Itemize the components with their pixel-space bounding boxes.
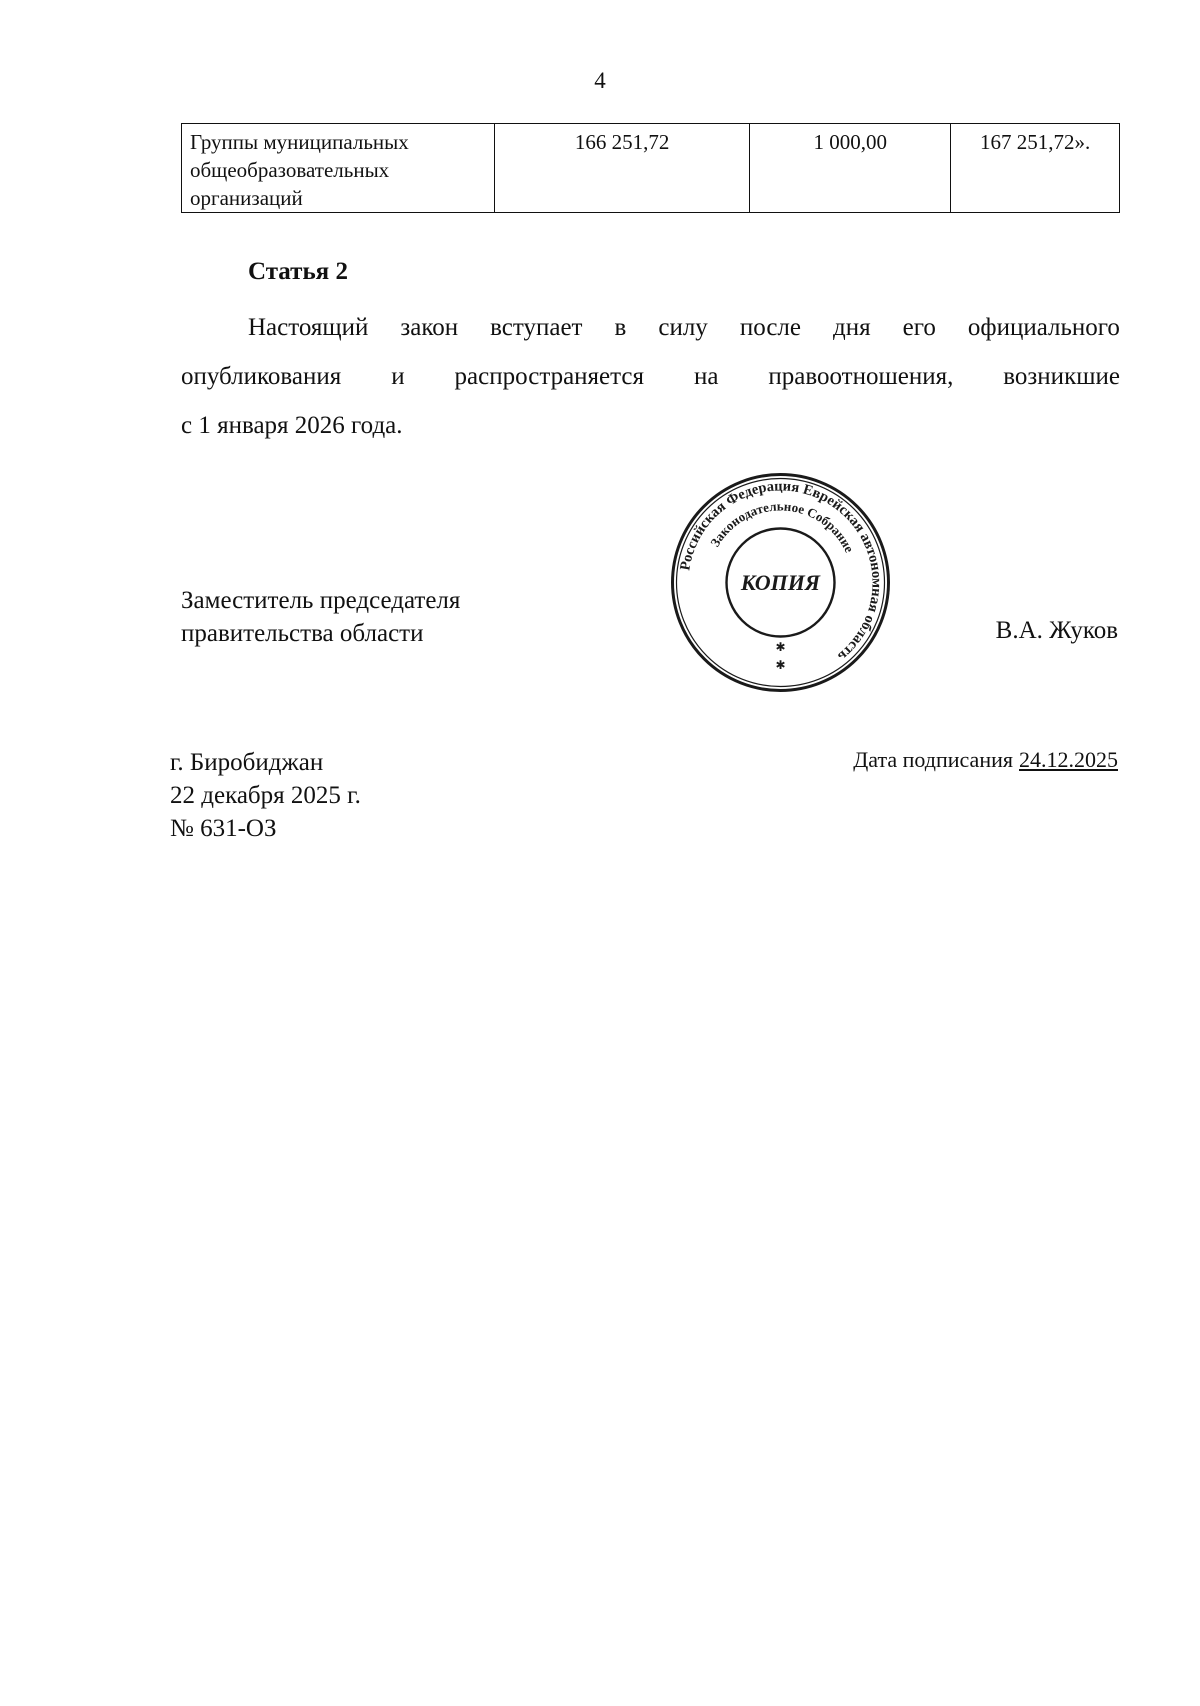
article-word: его xyxy=(902,314,936,341)
article-word: вступает xyxy=(490,314,583,341)
article-word: на xyxy=(693,363,719,390)
table-cell-value-2: 1 000,00 xyxy=(750,124,951,213)
article-line xyxy=(181,352,1120,401)
article-word: дня xyxy=(833,314,871,341)
stamp-inner-text: Законодательное Собрание xyxy=(707,498,858,555)
signer-name: В.А. Жуков xyxy=(995,617,1118,644)
article-line xyxy=(181,401,1120,450)
place-date-number-block xyxy=(170,746,361,845)
article-title: Статья 2 xyxy=(248,258,348,285)
article-word: с 1 января 2026 года. xyxy=(181,412,403,439)
signing-date xyxy=(853,747,1118,773)
article-word: в xyxy=(614,314,627,341)
stamp-outer-text: Российская Федерация Еврейская автономная область xyxy=(677,478,885,665)
table-cell-name-line: Группы муниципальных xyxy=(190,130,409,154)
city: г. Биробиджан xyxy=(170,749,324,776)
article-word: силу xyxy=(658,314,708,341)
article-word: опубликования xyxy=(181,363,342,390)
article-word: и xyxy=(391,363,405,390)
article-word: Настоящий xyxy=(248,314,369,341)
table-row xyxy=(182,124,1120,213)
stamp-center-text: КОПИЯ xyxy=(740,570,821,595)
table-cell-name xyxy=(182,124,495,213)
article-word: официального xyxy=(967,314,1120,341)
table-cell-name-line: организаций xyxy=(190,186,303,210)
signing-date-value: 24.12.2025 xyxy=(1019,747,1118,772)
official-stamp-seal xyxy=(668,470,893,695)
article-word: закон xyxy=(400,314,459,341)
signer-position-line: правительства области xyxy=(181,620,424,647)
article-line xyxy=(181,303,1120,352)
table-cell-value-3: 167 251,72». xyxy=(951,124,1120,213)
signing-date-label: Дата подписания xyxy=(853,747,1013,772)
article-word: распространяется xyxy=(454,363,644,390)
table-cell-name-line: общеобразовательных xyxy=(190,158,390,182)
signer-position xyxy=(181,584,460,650)
article-word: правоотношения, xyxy=(768,363,954,390)
table-cell-value-1: 166 251,72 xyxy=(494,124,750,213)
law-date: 22 декабря 2025 г. xyxy=(170,782,361,809)
article-word: возникшие xyxy=(1003,363,1120,390)
stamp-star-icon: ✱ xyxy=(775,640,786,654)
article-body xyxy=(181,303,1120,450)
law-number: № 631-ОЗ xyxy=(170,815,277,842)
budget-table xyxy=(181,123,1120,213)
page-number: 4 xyxy=(594,68,606,93)
article-word: после xyxy=(739,314,801,341)
stamp-star-icon: ✱ xyxy=(775,658,786,672)
signer-position-line: Заместитель председателя xyxy=(181,587,461,614)
